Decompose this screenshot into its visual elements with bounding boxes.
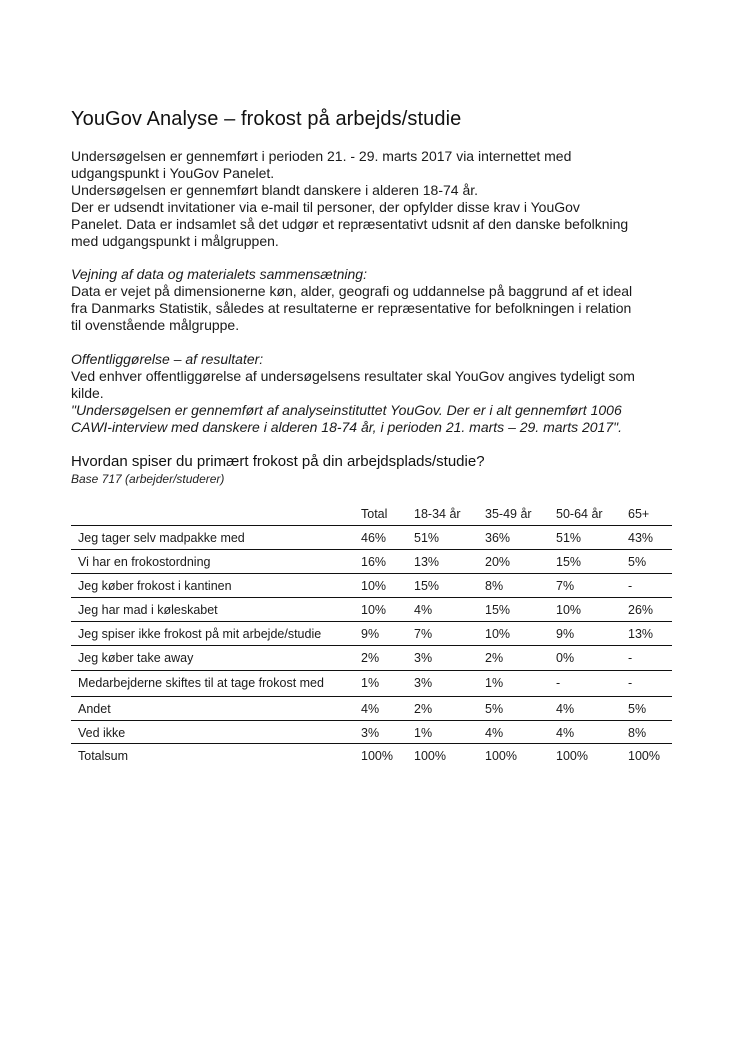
cell-50-64: 4% bbox=[556, 702, 575, 716]
cell-65-plus: 100% bbox=[628, 749, 660, 763]
cell-35-49: 8% bbox=[485, 579, 504, 593]
row-label: Andet bbox=[78, 702, 111, 716]
intro-paragraph bbox=[71, 148, 681, 250]
cell-50-64: 100% bbox=[556, 749, 588, 763]
cell-35-49: 100% bbox=[485, 749, 517, 763]
cell-18-34: 7% bbox=[414, 627, 433, 641]
cell-35-49: 20% bbox=[485, 555, 511, 569]
publication-section bbox=[71, 351, 681, 436]
cell-35-49: 10% bbox=[485, 627, 511, 641]
table-row bbox=[71, 598, 672, 622]
table-row bbox=[71, 550, 672, 574]
row-label: Ved ikke bbox=[78, 726, 126, 740]
cell-35-49: 15% bbox=[485, 603, 511, 617]
publication-heading: Offentliggørelse – af resultater: bbox=[71, 351, 264, 367]
table-total-row bbox=[71, 744, 672, 768]
cell-50-64: - bbox=[556, 676, 561, 690]
cell-65-plus: 13% bbox=[628, 627, 654, 641]
cell-total: 4% bbox=[361, 702, 380, 716]
citation-quote-line: CAWI-interview med danskere i alderen 18-74 år, i perioden 21. marts – 29. marts 2017". bbox=[71, 419, 622, 435]
cell-total: 10% bbox=[361, 603, 387, 617]
cell-18-34: 15% bbox=[414, 579, 440, 593]
row-label: Jeg har mad i køleskabet bbox=[78, 603, 218, 617]
intro-line: Panelet. Data er indsamlet så det udgør et repræsentativt udsnit af den danske befolkning bbox=[71, 216, 629, 232]
table-row bbox=[71, 526, 672, 550]
cell-18-34: 1% bbox=[414, 726, 433, 740]
results-table bbox=[71, 502, 672, 768]
cell-65-plus: - bbox=[628, 651, 633, 665]
cell-35-49: 4% bbox=[485, 726, 504, 740]
table-row bbox=[71, 697, 672, 721]
survey-base: Base 717 (arbejder/studerer) bbox=[71, 472, 225, 486]
cell-50-64: 15% bbox=[556, 555, 582, 569]
column-header-65-plus: 65+ bbox=[628, 507, 650, 521]
cell-50-64: 7% bbox=[556, 579, 575, 593]
survey-question: Hvordan spiser du primært frokost på din arbejdsplads/studie? bbox=[71, 453, 485, 470]
row-label: Medarbejderne skiftes til at tage frokost med bbox=[78, 676, 324, 690]
cell-18-34: 51% bbox=[414, 531, 440, 545]
intro-line: Der er udsendt invitationer via e-mail til personer, der opfylder disse krav i YouGov bbox=[71, 199, 580, 215]
column-header-total: Total bbox=[361, 507, 388, 521]
publication-line: kilde. bbox=[71, 385, 104, 401]
row-label: Vi har en frokostordning bbox=[78, 555, 211, 569]
cell-50-64: 4% bbox=[556, 726, 575, 740]
cell-total: 100% bbox=[361, 749, 393, 763]
row-label: Totalsum bbox=[78, 749, 129, 763]
cell-65-plus: - bbox=[628, 676, 633, 690]
cell-65-plus: 8% bbox=[628, 726, 647, 740]
cell-18-34: 13% bbox=[414, 555, 440, 569]
table-row bbox=[71, 721, 672, 744]
cell-18-34: 100% bbox=[414, 749, 446, 763]
cell-18-34: 2% bbox=[414, 702, 433, 716]
table-header-row bbox=[71, 502, 672, 526]
cell-total: 46% bbox=[361, 531, 387, 545]
column-header-35-49: 35-49 år bbox=[485, 507, 532, 521]
cell-18-34: 3% bbox=[414, 676, 433, 690]
cell-35-49: 5% bbox=[485, 702, 504, 716]
cell-35-49: 1% bbox=[485, 676, 504, 690]
cell-total: 1% bbox=[361, 676, 380, 690]
table-row bbox=[71, 671, 672, 697]
column-header-18-34: 18-34 år bbox=[414, 507, 461, 521]
table-row bbox=[71, 622, 672, 646]
weighting-line: Data er vejet på dimensionerne køn, alder, geografi og uddannelse på baggrund af et ideal bbox=[71, 283, 633, 299]
cell-50-64: 10% bbox=[556, 603, 582, 617]
intro-line: udgangspunkt i YouGov Panelet. bbox=[71, 165, 275, 181]
cell-65-plus: 26% bbox=[628, 603, 654, 617]
cell-35-49: 36% bbox=[485, 531, 511, 545]
cell-50-64: 9% bbox=[556, 627, 575, 641]
cell-18-34: 3% bbox=[414, 651, 433, 665]
cell-65-plus: 5% bbox=[628, 702, 647, 716]
row-label: Jeg tager selv madpakke med bbox=[78, 531, 245, 545]
row-label: Jeg køber take away bbox=[78, 651, 194, 665]
cell-18-34: 4% bbox=[414, 603, 433, 617]
weighting-line: til ovenstående målgruppe. bbox=[71, 317, 240, 333]
cell-50-64: 51% bbox=[556, 531, 582, 545]
row-label: Jeg spiser ikke frokost på mit arbejde/studie bbox=[78, 627, 322, 641]
column-header-50-64: 50-64 år bbox=[556, 507, 603, 521]
cell-total: 2% bbox=[361, 651, 380, 665]
weighting-heading: Vejning af data og materialets sammensætning: bbox=[71, 266, 367, 282]
intro-line: Undersøgelsen er gennemført blandt danskere i alderen 18-74 år. bbox=[71, 182, 479, 198]
cell-65-plus: 5% bbox=[628, 555, 647, 569]
citation-quote-line: "Undersøgelsen er gennemført af analyseinstituttet YouGov. Der er i alt gennemført 1006 bbox=[71, 402, 622, 418]
cell-65-plus: 43% bbox=[628, 531, 654, 545]
page-title: YouGov Analyse – frokost på arbejds/studie bbox=[71, 108, 462, 130]
intro-line: med udgangspunkt i målgruppen. bbox=[71, 233, 279, 249]
cell-total: 3% bbox=[361, 726, 380, 740]
cell-total: 9% bbox=[361, 627, 380, 641]
weighting-line: fra Danmarks Statistik, således at resultaterne er repræsentative for befolkningen i relation bbox=[71, 300, 632, 316]
cell-50-64: 0% bbox=[556, 651, 575, 665]
intro-line: Undersøgelsen er gennemført i perioden 21. - 29. marts 2017 via internettet med bbox=[71, 148, 572, 164]
cell-total: 16% bbox=[361, 555, 387, 569]
table-row bbox=[71, 574, 672, 598]
table-row bbox=[71, 646, 672, 671]
cell-65-plus: - bbox=[628, 579, 633, 593]
publication-line: Ved enhver offentliggørelse af undersøgelsens resultater skal YouGov angives tydeligt som bbox=[71, 368, 635, 384]
cell-total: 10% bbox=[361, 579, 387, 593]
cell-35-49: 2% bbox=[485, 651, 504, 665]
row-label: Jeg køber frokost i kantinen bbox=[78, 579, 232, 593]
weighting-section bbox=[71, 266, 681, 334]
